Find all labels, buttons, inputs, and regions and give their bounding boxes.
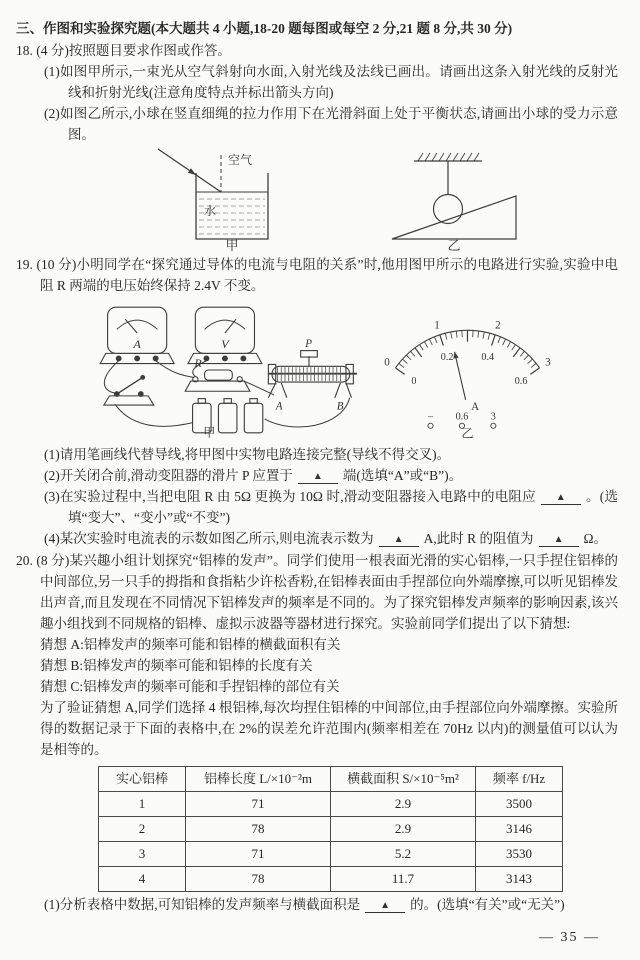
dial-outer-1: 1 [433,319,440,332]
cell-frequency: 3143 [476,867,563,892]
cell-rod: 2 [99,817,186,842]
table-header-row [99,767,563,792]
page-number: — 35 — [539,930,600,945]
ceiling-hatching [418,153,479,161]
cell-length: 78 [186,867,331,892]
cell-area: 11.7 [331,867,476,892]
item-text: Ω。 [583,531,608,546]
cell-frequency: 3146 [476,817,563,842]
cell-rod: 3 [99,842,186,867]
cell-rod: 1 [99,792,186,817]
terminal-3-label: 3 [490,411,496,423]
ammeter [100,307,174,363]
item-text: (2)开关闭合前,滑动变阻器的滑片 P 应置于 [44,468,293,483]
circuit-caption: 甲 [203,425,216,440]
voltmeter-label: V [221,336,229,351]
cell-area: 5.2 [331,842,476,867]
q18-item-1: (1)如图甲所示,一束光从空气斜射向水面,入射光线及法线已画出。请画出这条入射光线的反射光线和折射光线(注意角度特点并标出箭头方向) [44,64,618,100]
answer-blank: ▲ [539,534,579,547]
cell-frequency: 3500 [476,792,563,817]
figure-caption-jia: 甲 [225,238,239,251]
item-text: A,此时 R 的阻值为 [423,531,534,546]
table-row [99,817,563,842]
dial-inner-04: 0.4 [480,352,494,364]
q20-stem: 20. (8 分)某兴趣小组计划探究“铝棒的发声”。同学们使用一根表面光滑的实心铝棒,一只手捏住铝棒的中间部位,另一只手的拇指和食指粘少许松香粉,在铝棒表面由手捏部位向外端摩擦,可以听见铝棒发出声音,而且发现在不同情况下铝棒发声的频率是不同的。为了探究铝棒发声频率的影响因素,该兴趣小组找到不同规格的铝棒、虚拟示波器等器材进行探究。实验前同学们提出了以下猜想: [16,553,618,631]
cell-area: 2.9 [331,817,476,842]
section-header: 三、作图和实验探究题(本大题共 4 小题,18-20 题每图或每空 2 分,21 题 8 分,共 30 分) [16,21,513,36]
terminal-0p6-label: 0.6 [455,411,468,423]
resistor-label: R [194,356,202,371]
inclined-plane [392,196,516,239]
needle-arrowhead [453,352,458,359]
q19-item-1: (1)请用笔画线代替导线,将甲图中实物电路连接完整(导线不得交叉)。 [44,447,451,462]
item-text: 端(选填“A”或“B”)。 [342,468,463,483]
incident-ray-arrowhead [188,168,196,175]
dial-outer-3: 3 [544,356,551,369]
answer-blank: ▲ [298,471,338,484]
q18-item-2: (2)如图乙所示,小球在竖直细绳的拉力作用下在光滑斜面上处于平衡状态,请画出小球的受力示意图。 [44,106,618,142]
resistor [185,370,250,391]
dial-inner-02: 0.2 [440,352,454,364]
cell-length: 71 [186,792,331,817]
dial-caption: 乙 [460,426,473,441]
rheostat-terminal-a-label: A [275,400,283,413]
q18-stem: 18. (4 分)按照题目要求作图或作答。 [16,43,231,58]
dial-ticks [395,331,539,375]
terminal-3-post [490,423,495,428]
cell-rod: 4 [99,867,186,892]
ball-on-incline-figure [378,147,548,251]
item-text: (1)分析表格中数据,可知铝棒的发声频率与横截面积是 [44,897,361,912]
rheostat [268,351,357,398]
cell-length: 71 [186,842,331,867]
q20-item-1 [44,894,618,915]
rheostat-terminal-b-label: B [336,400,344,413]
dial-inner-06: 0.6 [514,376,527,388]
q19-item-3 [44,486,618,528]
needle [454,352,465,400]
table-row [99,842,563,867]
terminal-negative-post [427,423,432,428]
circuit-figure [54,296,364,444]
water-label: 水 [204,204,217,218]
cell-frequency: 3530 [476,842,563,867]
dial-inner-0: 0 [410,376,416,388]
q20-method: 为了验证猜想 A,同学们选择 4 根铝棒,每次均捏住铝棒的中间部位,由手捏部位向外端摩擦。实验所得的数据记录于下面的表格中,在 2%的误差允许范围内(频率相差在 70Hz 以内)的测量值可以认为是相等的。 [40,700,618,757]
q18-figures [16,145,618,253]
cell-area: 2.9 [331,792,476,817]
switch [104,376,154,406]
rod-frequency-table [98,766,563,892]
col-header-length: 铝棒长度 L/×10⁻²m [186,767,331,792]
figure-caption-yi: 乙 [447,238,461,251]
dial-outer-0: 0 [383,356,390,369]
answer-blank: ▲ [379,534,419,547]
col-header-rod: 实心铝棒 [99,767,186,792]
air-label: 空气 [228,153,253,167]
voltmeter [188,307,262,363]
q19-stem: 19. (10 分)小明同学在“探究通过导体的电流与电阻的关系”时,他用图甲所示的电路进行实验,实验中电阻 R 两端的电压始终保持 2.4V 不变。 [16,257,618,293]
dial-unit-label: A [470,401,479,414]
table-row [99,792,563,817]
q19-item-2 [44,465,618,486]
q19-item-4 [44,528,618,549]
item-text: (3)在实验过程中,当把电阻 R 由 5Ω 更换为 10Ω 时,滑动变阻器接入电路中的电阻应 [44,489,536,504]
item-text: (4)某次实验时电流表的示数如图乙所示,则电流表示数为 [44,531,374,546]
item-text: 。(选填“变大”、“变小”或“不变”) [68,489,618,525]
ammeter-dial-figure [364,304,577,444]
cell-length: 78 [186,817,331,842]
col-header-area: 横截面积 S/×10⁻⁵m² [331,767,476,792]
table-row [99,867,563,892]
q19-figures [16,296,618,444]
answer-blank: ▲ [541,492,581,505]
q20-guess-b: 猜想 B:铝棒发声的频率可能和铝棒的长度有关 [40,658,313,673]
dial-outer-2: 2 [494,319,501,332]
rheostat-slider-label: P [305,337,313,350]
col-header-frequency: 频率 f/Hz [476,767,563,792]
answer-blank: ▲ [365,900,405,913]
terminal-negative-label: – [427,411,433,423]
q20-guess-a: 猜想 A:铝棒发声的频率可能和铝棒的横截面积有关 [40,637,341,652]
q20-guess-c: 猜想 C:铝棒发声的频率可能和手捏铝棒的部位有关 [40,679,340,694]
ammeter-label: A [133,336,141,351]
light-refraction-figure [144,147,334,251]
item-text: 的。(选填“有关”或“无关”) [410,897,565,912]
